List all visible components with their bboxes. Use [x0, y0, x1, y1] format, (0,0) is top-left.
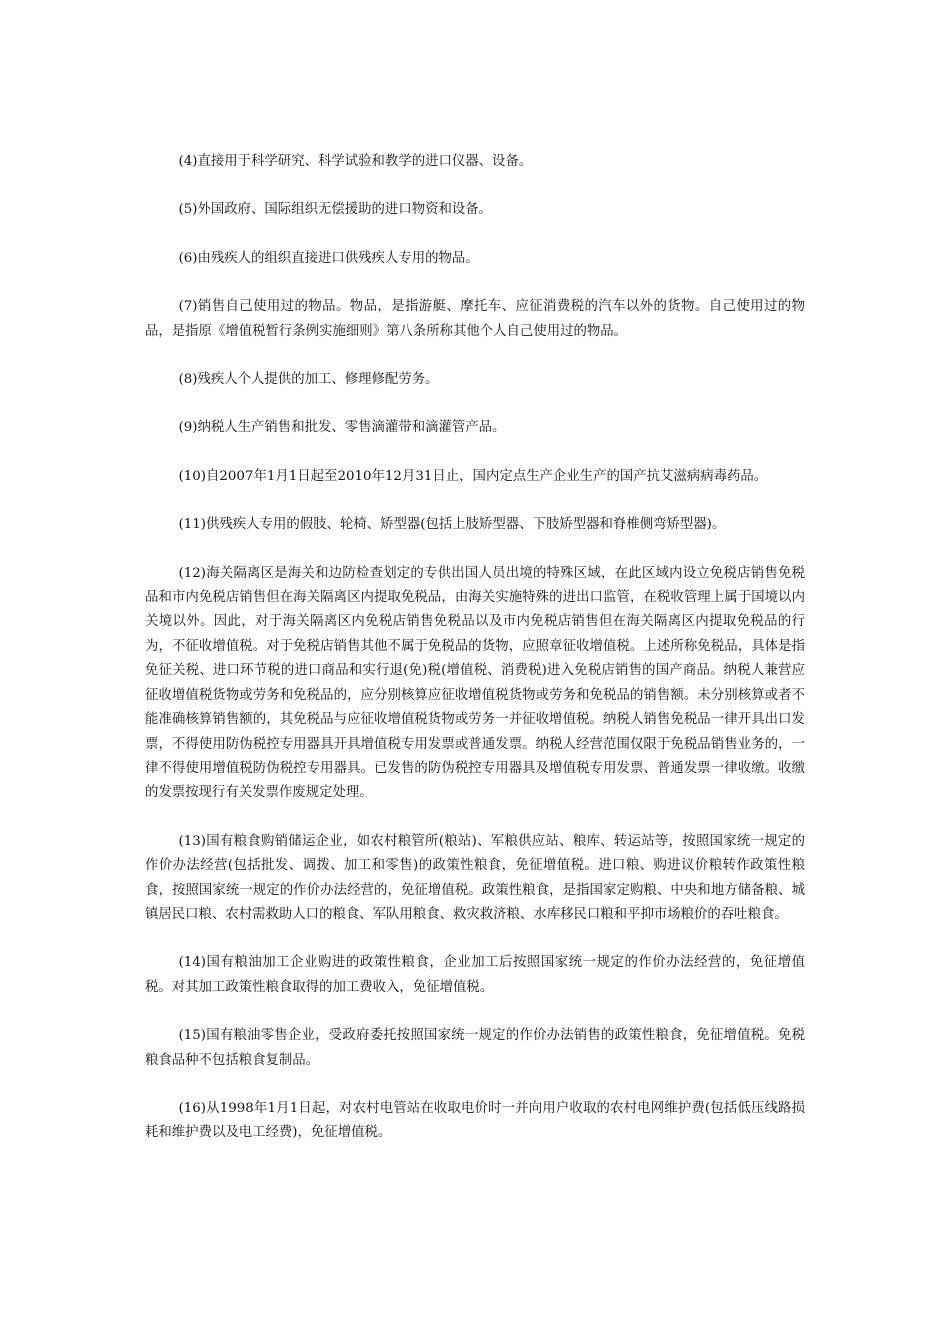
paragraph-item-14: (14)国有粮油加工企业购进的政策性粮食，企业加工后按照国家统一规定的作价办法经营的，免征增值税。对其加工政策性粮食取得的加工费收入，免征增值税。 — [145, 955, 805, 995]
paragraph-item-12: (12)海关隔离区是海关和边防检查划定的专供出国人员出境的特殊区域，在此区域内设立免税店销售免税品和市内免税店销售但在海关隔离区内提取免税品，由海关实施特殊的进出口监管，在税收管理上属于国境以内关境以外。因此，对于海关隔离区内免税店销售免税品以及市内免税店销售但在海关隔离区内提取免税品的行为，不征收增值税。对于免税店销售其他不属于免税品的货物，应照章征收增值税。上述所称免税品，具体是指免征关税、进口环节税的进口商品和实行退(免)税(增值税、消费税)进入免税店销售的国产商品。纳税人兼营应征收增值税货物或劳务和免税品的，应分别核算应征收增值税货物或劳务和免税品的销售额。未分别核算或者不能准确核算销售额的，其免税品与应征收增值税货物或劳务一并征收增值税。纳税人销售免税品一律开具出口发票，不得使用防伪税控专用器具开具增值税专用发票或普通发票。纳税人经营范围仅限于免税品销售业务的，一律不得使用增值税防伪税控专用器具。已发售的防伪税控专用器具及增值税专用发票、普通发票一律收缴。收缴的发票按现行有关发票作废规定处理。 — [145, 565, 805, 801]
paragraph-item-10: (10)自2007年1月1日起至2010年12月31日止，国内定点生产企业生产的国产抗艾滋病病毒药品。 — [178, 468, 768, 484]
paragraph-item-13: (13)国有粮食购销储运企业，如农村粮管所(粮站)、军粮供应站、粮库、转运站等，按照国家统一规定的作价办法经营(包括批发、调拨、加工和零售)的政策性粮食，免征增值税。进口粮、购进议价粮转作政策性粮食，按照国家统一规定的作价办法经营的，免征增值税。政策性粮食，是指国家定购粮、中央和地方储备粮、城镇居民口粮、农村需救助人口的粮食、军队用粮食、救灾救济粮、水库移民口粮和平抑市场粮价的吞吐粮食。 — [145, 833, 805, 922]
paragraph-item-16: (16)从1998年1月1日起，对农村电管站在收取电价时一并向用户收取的农村电网维护费(包括低压线路损耗和维护费以及电工经费)，免征增值税。 — [145, 1100, 805, 1141]
paragraph-item-7: (7)销售自己使用过的物品。物品，是指游艇、摩托车、应征消费税的汽车以外的货物。自己使用过的物品，是指原《增值税暂行条例实施细则》第八条所称其他个人自己使用过的物品。 — [145, 299, 805, 339]
paragraph-item-15: (15)国有粮油零售企业，受政府委托按照国家统一规定的作价办法销售的政策性粮食，免征增值税。免税粮食品种不包括粮食复制品。 — [145, 1028, 805, 1068]
document-body — [145, 150, 805, 1170]
paragraph-item-5: (5)外国政府、国际组织无偿援助的进口物资和设备。 — [178, 202, 493, 218]
paragraph-item-6: (6)由残疾人的组织直接进口供残疾人专用的物品。 — [178, 250, 479, 266]
paragraph-item-11: (11)供残疾人专用的假肢、轮椅、矫型器(包括上肢矫型器、下肢矫型器和脊椎侧弯矫型器)。 — [178, 517, 726, 533]
paragraph-item-9: (9)纳税人生产销售和批发、零售滴灌带和滴灌管产品。 — [178, 420, 506, 436]
paragraph-item-4: (4)直接用于科学研究、科学试验和教学的进口仪器、设备。 — [178, 154, 533, 169]
paragraph-item-8: (8)残疾人个人提供的加工、修理修配劳务。 — [178, 372, 439, 388]
